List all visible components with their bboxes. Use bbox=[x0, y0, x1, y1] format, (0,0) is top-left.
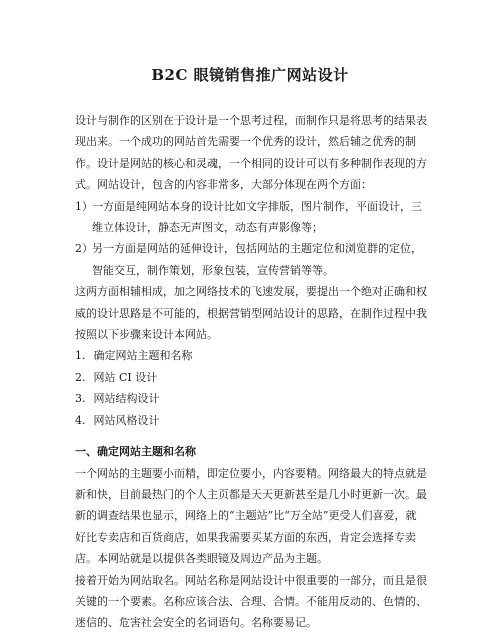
step-item bbox=[75, 388, 427, 409]
section-paragraph: 一个网站的主题要小而精，即定位要小，内容要精。网络最大的特点就是新和快，目前最热门的个人主页都是天天更新甚至是几小时更新一次。最新的调查结果也显示，网络上的“主题站”比“万全站”更受人们喜爱，就好比专卖店和百货商店，如果我需要买某方面的东西，肯定会选择专卖店。本网站就是以提供各类眼镜及周边产品为主题。 bbox=[75, 466, 427, 566]
step-item bbox=[75, 367, 427, 388]
summary-paragraph: 这两方面相辅相成，加之网络技术的飞速发展，要提出一个绝对正确和权威的设计思路是不可能的，根据营销型网站设计的思路，在制作过程中我按照以下步骤来设计本网站。 bbox=[75, 285, 427, 342]
step-item bbox=[75, 345, 427, 366]
step-list bbox=[75, 345, 427, 431]
aspect-item bbox=[75, 238, 427, 281]
intro-paragraph: 设计与制作的区别在于设计是一个思考过程，而制作只是将思考的结果表现出来。一个成功的网站首先需要一个优秀的设计，然后辅之优秀的制作。设计是网站的核心和灵魂，一个相同的设计可以有多种制作表现的方式。网站设计，包含的内容非常多，大部分体现在两个方面： bbox=[75, 114, 427, 192]
aspect-number: 2） bbox=[75, 242, 93, 256]
aspect-list bbox=[75, 196, 427, 282]
step-text: 网站 CI 设计 bbox=[93, 370, 158, 384]
step-text: 网站风格设计 bbox=[93, 413, 160, 427]
document-title: B2C 眼镜销售推广网站设计 bbox=[151, 66, 349, 84]
aspect-item bbox=[75, 196, 427, 239]
step-item bbox=[75, 410, 427, 431]
aspect-text: 另一方面是网站的延伸设计，包括网站的主题定位和浏览群的定位，智能交互，制作策划，形象包装，宣传营销等等。 bbox=[92, 242, 422, 277]
aspect-number: 1） bbox=[75, 199, 93, 213]
step-number: 2. bbox=[75, 370, 86, 384]
step-number: 4. bbox=[75, 413, 86, 427]
step-text: 网站结构设计 bbox=[93, 392, 160, 406]
section-paragraph: 接着开始为网站取名。网站名称是网站设计中很重要的一部分，而且是很关键的一个要素。名称应该合法、合理、合情。不能用反动的、色情的、迷信的、危害社会安全的名词语句。名称要易记。 bbox=[75, 573, 427, 630]
step-number: 3. bbox=[75, 392, 86, 406]
step-text: 确定网站主题和名称 bbox=[93, 349, 193, 363]
document-body bbox=[75, 110, 427, 634]
section-heading: 一、确定网站主题和名称 bbox=[75, 445, 196, 459]
step-number: 1. bbox=[75, 349, 86, 363]
section-spacer bbox=[75, 431, 427, 441]
aspect-text: 一方面是纯网站本身的设计比如文字排版，图片制作，平面设计，三维立体设计，静态无声图文，动态有声影像等； bbox=[92, 199, 422, 235]
